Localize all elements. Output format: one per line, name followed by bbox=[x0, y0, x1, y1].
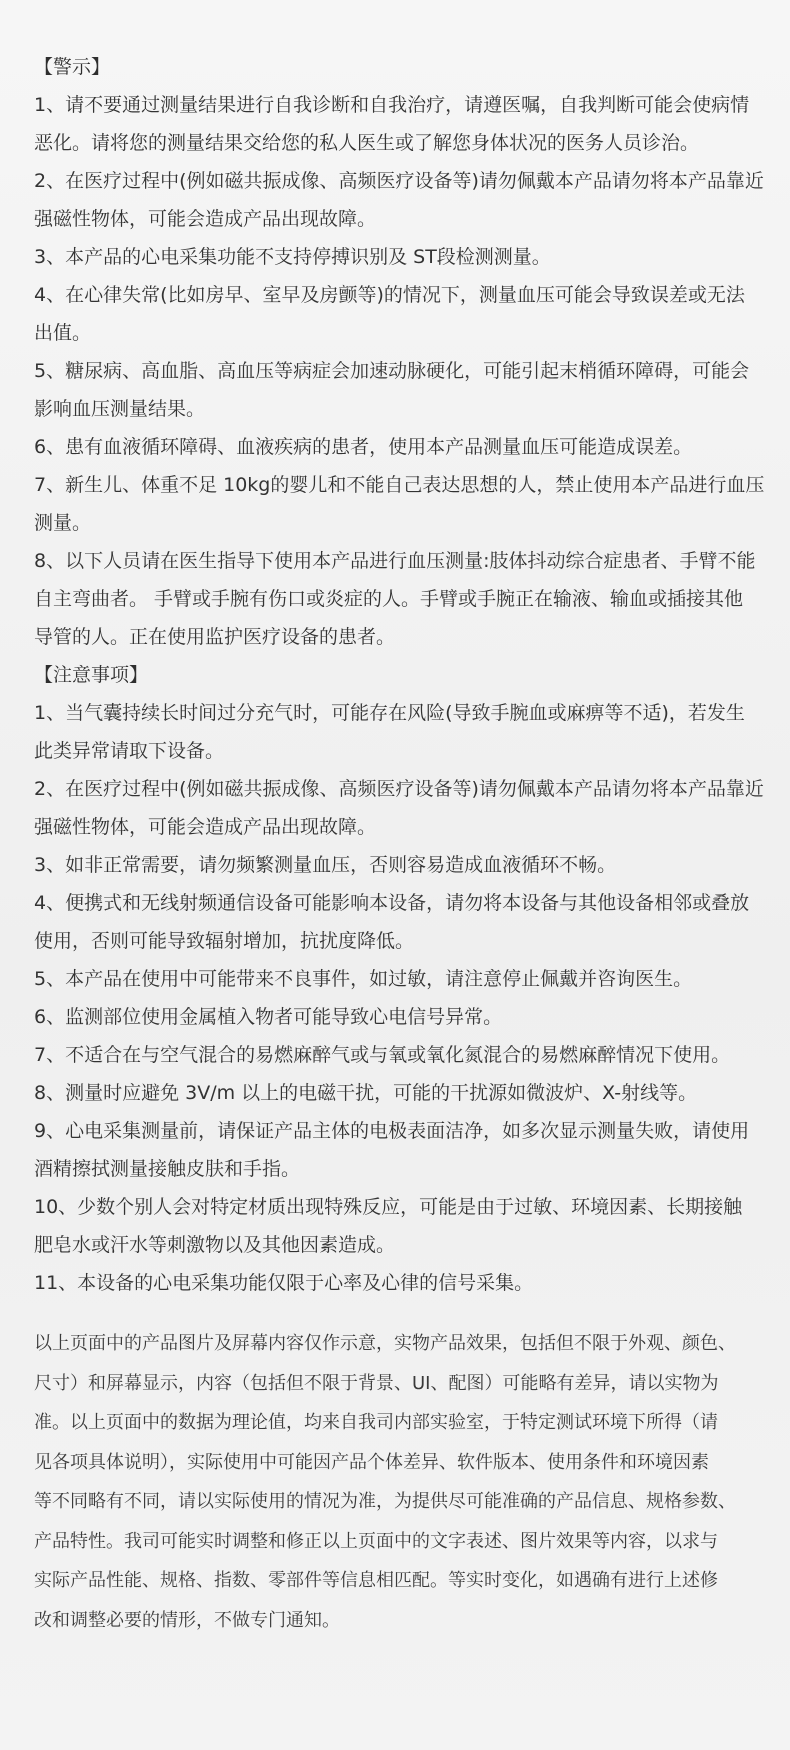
notice-item-3 bbox=[34, 846, 760, 884]
notice-section bbox=[34, 656, 764, 1302]
notice-item-5-line-1: 5、本产品在使用中可能带来不良事件，如过敏，请注意停止佩戴并咨询医生。 bbox=[34, 968, 693, 990]
warning-list bbox=[34, 86, 765, 656]
warning-item-1-line-2: 恶化。请将您的测量结果交给您的私人医生或了解您身体状况的医务人员诊治。 bbox=[34, 132, 700, 154]
disclaimer-line-1: 以上页面中的产品图片及屏幕内容仅作示意，实物产品效果，包括但不限于外观、颜色、 bbox=[34, 1333, 736, 1354]
disclaimer-line-3: 准。以上页面中的数据为理论值，均来自我司内部实验室，于特定测试环境下所得（请 bbox=[34, 1412, 718, 1433]
warning-item-8-line-1: 8、以下人员请在医生指导下使用本产品进行血压测量:肢体抖动综合症患者、手臂不能 bbox=[34, 550, 756, 572]
disclaimer-line-6: 产品特性。我司可能实时调整和修正以上页面中的文字表述、图片效果等内容，以求与 bbox=[34, 1530, 718, 1552]
warning-item-6-line-1: 6、患有血液循环障碍、血液疾病的患者，使用本产品测量血压可能造成误差。 bbox=[34, 436, 693, 458]
notice-item-3-line-1: 3、如非正常需要，请勿频繁测量血压，否则容易造成血液循环不畅。 bbox=[34, 854, 617, 876]
warning-item-3 bbox=[34, 238, 760, 276]
warning-item-7 bbox=[34, 466, 765, 542]
notice-item-10 bbox=[34, 1188, 760, 1264]
disclaimer-line-2: 尺寸）和屏幕显示，内容（包括但不限于背景、UI、配图）可能略有差异，请以实物为 bbox=[34, 1372, 719, 1394]
warning-item-4 bbox=[34, 276, 760, 352]
warning-item-5 bbox=[34, 352, 760, 428]
notice-item-9 bbox=[34, 1112, 760, 1188]
notice-item-1-line-1: 1、当气囊持续长时间过分充气时，可能存在风险(导致手腕血或麻痹等不适)，若发生 bbox=[34, 702, 745, 724]
notice-item-2 bbox=[34, 770, 764, 846]
notice-item-4-line-1: 4、便携式和无线射频通信设备可能影响本设备，请勿将本设备与其他设备相邻或叠放 bbox=[34, 892, 750, 914]
warning-item-7-line-2: 测量。 bbox=[34, 512, 92, 534]
notice-item-1-line-2: 此类异常请取下设备。 bbox=[34, 740, 225, 762]
notice-item-10-line-2: 肥皂水或汗水等刺激物以及其他因素造成。 bbox=[34, 1234, 396, 1256]
notice-item-6 bbox=[34, 998, 760, 1036]
warning-item-3-line-1: 3、本产品的心电采集功能不支持停搏识别及 ST段检测测量。 bbox=[34, 246, 551, 268]
warning-item-1 bbox=[34, 86, 760, 162]
notice-item-7-line-1: 7、不适合在与空气混合的易燃麻醉气或与氧或氧化氮混合的易燃麻醉情况下使用。 bbox=[34, 1044, 731, 1066]
warning-section bbox=[34, 48, 765, 656]
notice-list bbox=[34, 694, 764, 1302]
notice-item-6-line-1: 6、监测部位使用金属植入物者可能导致心电信号异常。 bbox=[34, 1006, 503, 1028]
notice-item-4-line-2: 使用，否则可能导致辐射增加，抗扰度降低。 bbox=[34, 930, 415, 952]
warning-item-8 bbox=[34, 542, 760, 656]
disclaimer-line-8: 改和调整必要的情形，不做专门通知。 bbox=[34, 1609, 340, 1631]
disclaimer-line-5: 等不同略有不同，请以实际使用的情况为准，为提供尽可能准确的产品信息、规格参数、 bbox=[34, 1491, 736, 1512]
notice-item-2-line-1: 2、在医疗过程中(例如磁共振成像、高频医疗设备等)请勿佩戴本产品请勿将本产品靠近 bbox=[34, 778, 764, 800]
warning-item-7-line-1: 7、新生儿、体重不足 10kg的婴儿和不能自己表达思想的人，禁止使用本产品进行血压 bbox=[34, 474, 765, 496]
notice-heading: 【注意事项】 bbox=[34, 664, 149, 686]
notice-item-4 bbox=[34, 884, 760, 960]
warning-item-4-line-2: 出值。 bbox=[34, 322, 92, 344]
warning-item-5-line-2: 影响血压测量结果。 bbox=[34, 398, 206, 420]
notice-item-8 bbox=[34, 1074, 760, 1112]
disclaimer-section bbox=[34, 1324, 760, 1640]
notice-item-11-line-1: 11、本设备的心电采集功能仅限于心率及心律的信号采集。 bbox=[34, 1272, 534, 1294]
warning-item-4-line-1: 4、在心律失常(比如房早、室早及房颤等)的情况下，测量血压可能会导致误差或无法 bbox=[34, 284, 745, 306]
notice-item-7 bbox=[34, 1036, 760, 1074]
notice-item-8-line-1: 8、测量时应避免 3V/m 以上的电磁干扰，可能的干扰源如微波炉、X-射线等。 bbox=[34, 1082, 698, 1104]
warning-item-1-line-1: 1、请不要通过测量结果进行自我诊断和自我治疗，请遵医嘱，自我判断可能会使病情 bbox=[34, 94, 750, 116]
notice-item-11 bbox=[34, 1264, 760, 1302]
warning-item-8-line-3: 导管的人。正在使用监护医疗设备的患者。 bbox=[34, 626, 396, 648]
warning-item-2 bbox=[34, 162, 764, 238]
disclaimer-line-7: 实际产品性能、规格、指数、零部件等信息相匹配。等实时变化，如遇确有进行上述修 bbox=[34, 1570, 718, 1591]
notice-item-9-line-2: 酒精擦拭测量接触皮肤和手指。 bbox=[34, 1158, 301, 1180]
notice-item-10-line-1: 10、少数个别人会对特定材质出现特殊反应，可能是由于过敏、环境因素、长期接触 bbox=[34, 1196, 743, 1218]
warning-item-6 bbox=[34, 428, 760, 466]
notice-item-1 bbox=[34, 694, 760, 770]
warning-item-2-line-2: 强磁性物体，可能会造成产品出现故障。 bbox=[34, 208, 377, 230]
notice-item-2-line-2: 强磁性物体，可能会造成产品出现故障。 bbox=[34, 816, 377, 838]
disclaimer-line-4: 见各项具体说明），实际使用中可能因产品个体差异、软件版本、使用条件和环境因素 bbox=[34, 1451, 709, 1473]
notice-item-9-line-1: 9、心电采集测量前，请保证产品主体的电极表面洁净，如多次显示测量失败，请使用 bbox=[34, 1120, 750, 1142]
warning-item-8-line-2: 自主弯曲者。 手臂或手腕有伤口或炎症的人。手臂或手腕正在输液、输血或插接其他 bbox=[34, 588, 744, 610]
warning-item-2-line-1: 2、在医疗过程中(例如磁共振成像、高频医疗设备等)请勿佩戴本产品请勿将本产品靠近 bbox=[34, 170, 764, 192]
notice-item-5 bbox=[34, 960, 760, 998]
warning-heading: 【警示】 bbox=[34, 56, 111, 78]
warning-item-5-line-1: 5、糖尿病、高血脂、高血压等病症会加速动脉硬化，可能引起末梢循环障碍，可能会 bbox=[34, 360, 750, 382]
